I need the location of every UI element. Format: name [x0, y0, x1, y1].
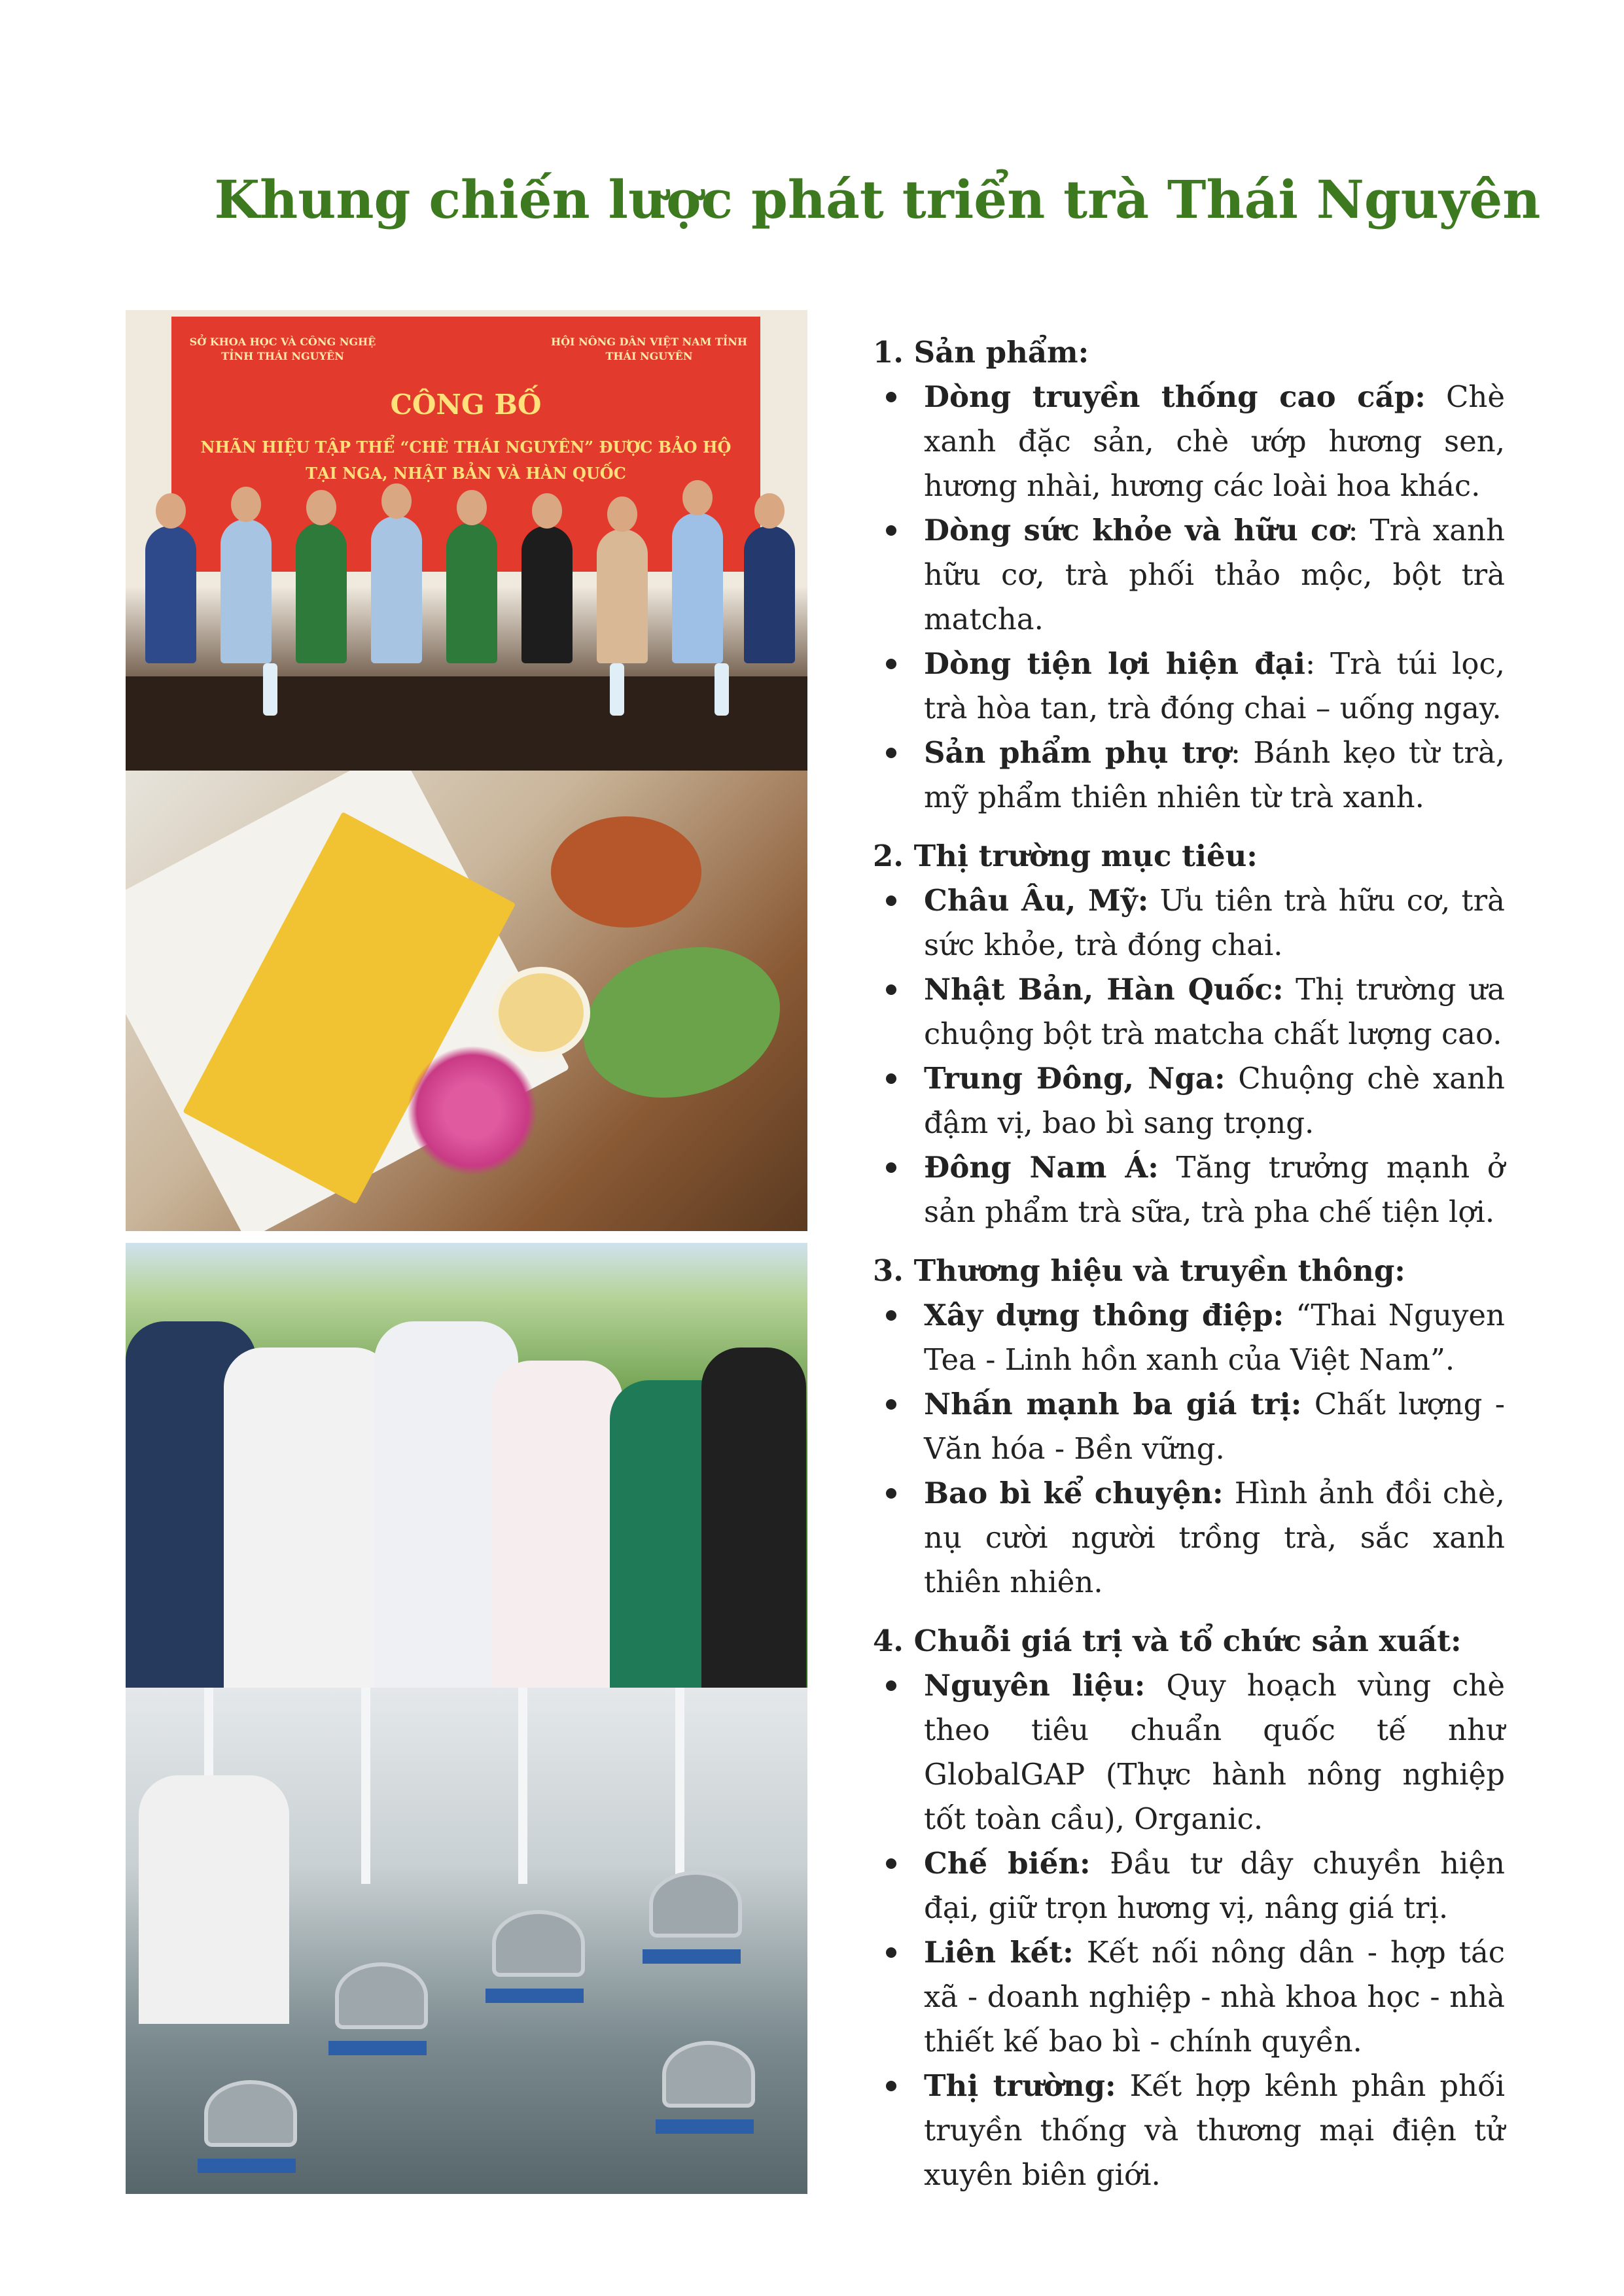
tea-factory-photo — [126, 1688, 807, 2194]
section-target-markets — [873, 834, 1505, 1234]
item-term: Chế biến: — [924, 1846, 1091, 1881]
bullet-icon — [886, 392, 896, 402]
bullet-icon — [886, 1488, 896, 1499]
bullet-icon — [886, 659, 896, 669]
machine-stand — [656, 2119, 754, 2134]
tea-roller-machine — [649, 1871, 742, 1938]
tea-roller-machine — [204, 2080, 297, 2147]
item-term: Nhấn mạnh ba giá trị: — [924, 1387, 1302, 1421]
person-head — [532, 493, 562, 529]
person-figure — [744, 526, 795, 663]
banner-header-right: HỘI NÔNG DÂN VIỆT NAM TỈNH THÁI NGUYÊN — [550, 336, 748, 362]
bullet-icon — [886, 1310, 896, 1321]
lotus-leaf — [584, 947, 780, 1098]
tea-cup — [492, 967, 590, 1058]
bullet-icon — [886, 1073, 896, 1084]
list-item — [873, 1663, 1505, 1841]
machine-stand — [485, 1989, 584, 2003]
ceremony-photo — [126, 310, 807, 771]
list-item — [873, 1293, 1505, 1382]
tea-roller-machine — [335, 1962, 428, 2029]
person-figure — [224, 1348, 394, 1688]
item-text: : Trà túi lọc, trà hòa tan, trà đóng chai – uống ngay. — [924, 646, 1505, 725]
person-head — [231, 487, 261, 522]
person-head — [754, 493, 785, 529]
item-term: Bao bì kể chuyện: — [924, 1476, 1224, 1510]
clay-teapot — [551, 816, 701, 928]
bullet-icon — [886, 1680, 896, 1691]
item-text: Đầu tư dây chuyền hiện đại, giữ trọn hương vị, nâng giá trị. — [924, 1846, 1505, 1925]
list-item — [873, 508, 1505, 642]
item-term: Dòng sức khỏe và hữu cơ — [924, 513, 1349, 548]
person-figure — [221, 519, 272, 663]
item-term: Dòng tiện lợi hiện đại — [924, 646, 1305, 681]
person-head — [381, 483, 412, 519]
person-figure — [446, 523, 497, 663]
item-text: Chè xanh đặc sản, chè ướp hương sen, hương nhài, hương các loài hoa khác. — [924, 379, 1505, 503]
bougainvillea-flower — [407, 1045, 538, 1176]
person-figure — [672, 513, 723, 663]
item-term: Nhật Bản, Hàn Quốc: — [924, 972, 1284, 1007]
item-text: Ưu tiên trà hữu cơ, trà sức khỏe, trà đóng chai. — [924, 883, 1505, 962]
person-figure — [597, 529, 648, 663]
list-item — [873, 1471, 1505, 1605]
section-products — [873, 330, 1505, 820]
person-head — [306, 490, 336, 525]
item-text: Quy hoạch vùng chè theo tiêu chuẩn quốc tế như GlobalGAP (Thực hành nông nghiệp tốt toàn cầu), Organic. — [924, 1668, 1506, 1836]
bullet-icon — [886, 1399, 896, 1410]
ceremony-table — [126, 676, 807, 771]
water-bottle — [715, 663, 729, 716]
item-text: Thị trường ưa chuộng bột trà matcha chất lượng cao. — [924, 972, 1505, 1051]
section-title: 2. Thị trường mục tiêu: — [873, 839, 1258, 873]
item-term: Châu Âu, Mỹ: — [924, 883, 1149, 918]
list-item — [873, 375, 1505, 508]
worker-figure — [139, 1775, 289, 2024]
shed-pillar — [518, 1688, 527, 1884]
item-text: Kết hợp kênh phân phối truyền thống và thương mại điện tử xuyên biên giới. — [924, 2068, 1505, 2192]
bullet-icon — [886, 984, 896, 995]
section-title: 3. Thương hiệu và truyền thông: — [873, 1253, 1405, 1288]
shed-pillar — [675, 1688, 684, 1884]
section-title: 1. Sản phẩm: — [873, 335, 1089, 370]
bullet-icon — [886, 1162, 896, 1173]
list-item — [873, 1056, 1505, 1145]
ceremony-people — [132, 500, 800, 663]
tea-roller-machine — [662, 2041, 755, 2108]
list-item — [873, 642, 1505, 731]
person-figure — [371, 516, 422, 663]
person-figure — [521, 526, 573, 663]
list-item — [873, 967, 1505, 1056]
machine-stand — [643, 1949, 741, 1964]
item-text: Chuộng chè xanh đậm vị, bao bì sang trọng. — [924, 1061, 1505, 1140]
photo-column — [126, 310, 807, 2194]
item-text: “Thai Nguyen Tea - Linh hồn xanh của Việt Nam”. — [924, 1298, 1505, 1377]
item-text: : Trà xanh hữu cơ, trà phối thảo mộc, bột trà matcha. — [924, 513, 1506, 636]
item-text: Tăng trưởng mạnh ở sản phẩm trà sữa, trà pha chế tiện lợi. — [924, 1150, 1505, 1229]
item-text: Hình ảnh đồi chè, nụ cười người trồng trà, sắc xanh thiên nhiên. — [924, 1476, 1505, 1599]
machine-stand — [328, 2041, 427, 2055]
person-head — [607, 496, 637, 532]
bullet-icon — [886, 525, 896, 536]
bullet-icon — [886, 748, 896, 758]
page-title: Khung chiến lược phát triển trà Thái Nguyên — [214, 169, 1541, 230]
person-head — [156, 493, 186, 529]
tea-roller-machine — [492, 1910, 585, 1977]
section-title: 4. Chuỗi giá trị và tổ chức sản xuất: — [873, 1624, 1462, 1658]
item-term: Đông Nam Á: — [924, 1150, 1159, 1185]
bullet-icon — [886, 2081, 896, 2091]
item-text: Kết nối nông dân - hợp tác xã - doanh nghiệp - nhà khoa học - nhà thiết kế bao bì - chính quyền. — [924, 1935, 1505, 2059]
water-bottle — [263, 663, 277, 716]
list-item — [873, 878, 1505, 967]
person-head — [682, 480, 713, 515]
item-term: Liên kết: — [924, 1935, 1074, 1970]
list-item — [873, 2064, 1505, 2197]
item-term: Sản phẩm phụ trợ — [924, 735, 1231, 770]
machine-stand — [198, 2159, 296, 2173]
bullet-icon — [886, 1858, 896, 1869]
person-head — [457, 490, 487, 525]
list-item — [873, 731, 1505, 820]
tea-product-photo — [126, 771, 807, 1231]
item-text: Chất lượng - Văn hóa - Bền vững. — [924, 1387, 1505, 1466]
item-text: : Bánh kẹo từ trà, mỹ phẩm thiên nhiên từ trà xanh. — [924, 735, 1505, 814]
banner-subline: NHÃN HIỆU TẬP THỂ “CHÈ THÁI NGUYÊN” ĐƯỢC BẢO HỘ TẠI NGA, NHẬT BẢN VÀ HÀN QUỐC — [200, 438, 732, 483]
list-item — [873, 1382, 1505, 1471]
item-term: Xây dựng thông điệp: — [924, 1298, 1284, 1332]
person-figure — [145, 526, 196, 663]
person-figure — [492, 1361, 623, 1688]
tea-field-photo — [126, 1243, 807, 1688]
list-item — [873, 1145, 1505, 1234]
strategy-content — [873, 330, 1505, 2212]
water-bottle — [610, 663, 624, 716]
person-figure — [701, 1348, 806, 1688]
section-branding — [873, 1249, 1505, 1605]
shed-pillar — [361, 1688, 370, 1884]
item-term: Trung Đông, Nga: — [924, 1061, 1226, 1096]
bullet-icon — [886, 896, 896, 906]
list-item — [873, 1841, 1505, 1930]
item-term: Dòng truyền thống cao cấp: — [924, 379, 1426, 414]
list-item — [873, 1930, 1505, 2064]
bullet-icon — [886, 1947, 896, 1958]
section-value-chain — [873, 1619, 1505, 2197]
item-term: Thị trường: — [924, 2068, 1116, 2103]
person-figure — [296, 523, 347, 663]
item-term: Nguyên liệu: — [924, 1668, 1146, 1703]
banner-headline: CÔNG BỐ — [390, 389, 542, 421]
banner-header-left: SỞ KHOA HỌC VÀ CÔNG NGHỆ TỈNH THÁI NGUYÊN — [189, 336, 376, 362]
